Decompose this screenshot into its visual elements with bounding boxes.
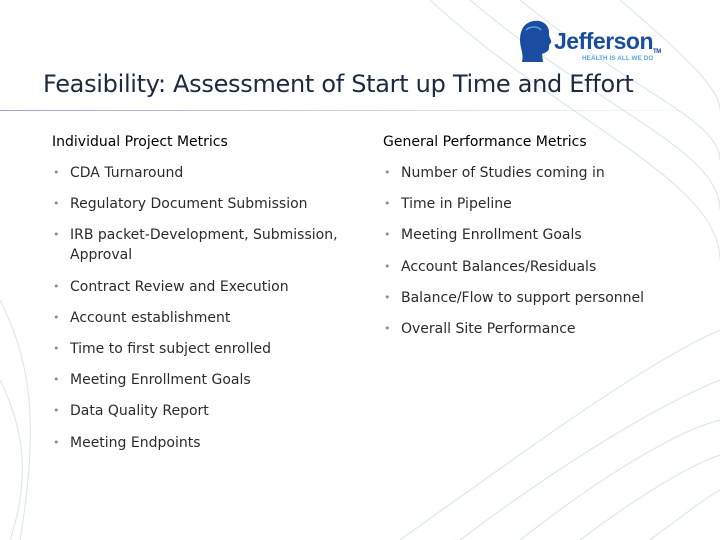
jefferson-profile-icon: [516, 18, 554, 64]
bullet-text: Meeting Enrollment Goals: [401, 227, 582, 244]
bullet-text: Time to first subject enrolled: [70, 340, 271, 357]
bullet-dot-icon: •: [384, 321, 391, 335]
bullet-item: [383, 225, 683, 245]
bullet-text: Meeting Endpoints: [70, 434, 201, 451]
bullet-dot-icon: •: [53, 404, 60, 418]
bullet-text: CDA Turnaround: [70, 165, 184, 181]
bullet-text: Meeting Enrollment Goals: [70, 372, 251, 389]
bullet-dot-icon: •: [53, 435, 60, 449]
bullet-dot-icon: •: [384, 259, 391, 273]
bullet-dot-icon: •: [53, 228, 60, 242]
slide-title: Feasibility: Assessment of Start up Time and Effort: [43, 70, 634, 98]
logo-trademark: TM: [653, 49, 661, 55]
bullet-item: [52, 194, 352, 214]
bullet-dot-icon: •: [53, 197, 60, 211]
bullet-text: Regulatory Document Submission: [70, 196, 308, 213]
bullet-dot-icon: •: [53, 279, 60, 293]
bullet-item: [52, 308, 352, 328]
bullet-text: Balance/Flow to support personnel: [401, 289, 645, 306]
bullet-text: IRB packet-Development, Submission, Approval: [70, 227, 338, 264]
bullet-item: [52, 225, 352, 265]
left-column-heading: Individual Project Metrics: [52, 134, 228, 150]
bullet-text: Overall Site Performance: [401, 320, 576, 337]
logo-wordmark: JeffersonTM: [554, 28, 661, 55]
logo-tagline: HEALTH IS ALL WE DO: [582, 55, 654, 62]
right-column-heading: General Performance Metrics: [383, 134, 587, 150]
bullet-item: [52, 339, 352, 359]
bullet-text: Account establishment: [70, 309, 231, 326]
right-column: [383, 134, 683, 350]
bullet-item: [52, 163, 352, 183]
bullet-item: [383, 194, 683, 214]
bullet-item: [383, 163, 683, 183]
bullet-text: Number of Studies coming in: [401, 165, 605, 181]
bullet-item: [52, 401, 352, 421]
bullet-text: Contract Review and Execution: [70, 278, 289, 295]
bullet-text: Account Balances/Residuals: [401, 258, 597, 275]
bullet-dot-icon: •: [384, 228, 391, 242]
jefferson-logo: [516, 18, 676, 68]
bullet-dot-icon: •: [384, 197, 391, 211]
bullet-item: [52, 370, 352, 390]
bullet-item: [383, 288, 683, 308]
bullet-item: [383, 257, 683, 277]
right-bullet-list: [383, 163, 683, 339]
bullet-text: Data Quality Report: [70, 403, 209, 420]
bullet-dot-icon: •: [384, 166, 391, 179]
left-bullet-list: [52, 163, 352, 453]
bullet-dot-icon: •: [53, 166, 60, 179]
left-column: [52, 134, 352, 464]
bullet-item: [52, 277, 352, 297]
title-divider: [0, 110, 720, 111]
bullet-item: [383, 319, 683, 339]
bullet-item: [52, 433, 352, 453]
bullet-dot-icon: •: [384, 290, 391, 304]
bullet-text: Time in Pipeline: [401, 196, 512, 213]
bullet-dot-icon: •: [53, 373, 60, 387]
bullet-dot-icon: •: [53, 341, 60, 355]
bullet-dot-icon: •: [53, 310, 60, 324]
